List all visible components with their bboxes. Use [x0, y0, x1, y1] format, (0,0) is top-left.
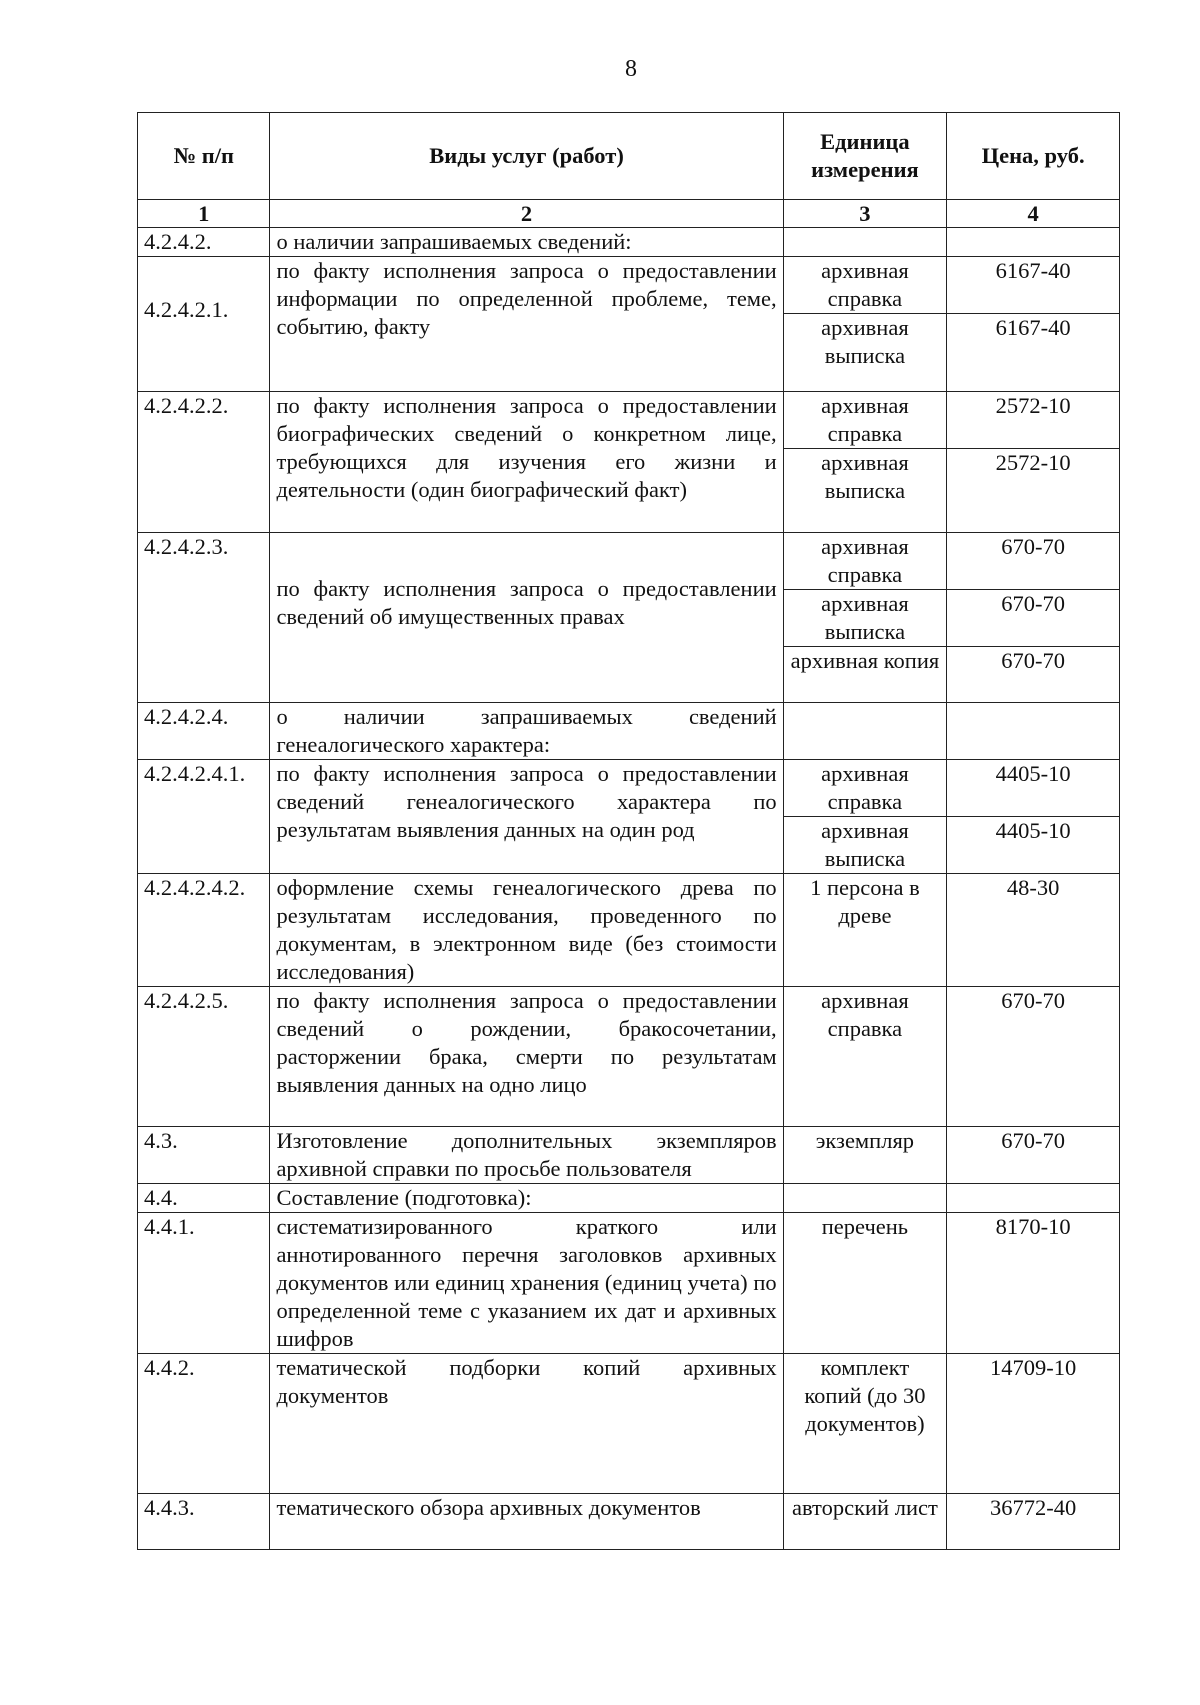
row-price: 14709-10 — [947, 1354, 1120, 1494]
table-row — [138, 257, 1120, 314]
row-description: систематизированного краткого или аннотированного перечня заголовков архивных документов или единиц хранения (единиц учета) по определенной теме с указанием их дат и архивных шифров — [270, 1213, 783, 1354]
row-number: 4.2.4.2.4. — [138, 703, 270, 760]
table-row — [138, 1184, 1120, 1213]
row-number: 4.2.4.2.4.1. — [138, 760, 270, 874]
header-price: Цена, руб. — [947, 113, 1120, 200]
row-description: о наличии запрашиваемых сведений: — [270, 228, 783, 257]
row-unit: архивная справка — [783, 760, 946, 817]
row-description: тематической подборки копий архивных документов — [270, 1354, 783, 1494]
row-number: 4.2.4.2. — [138, 228, 270, 257]
table-row — [138, 1213, 1120, 1354]
row-unit: архивная выписка — [783, 449, 946, 533]
row-description: по факту исполнения запроса о предоставлении информации по определенной проблеме, теме, событию, факту — [270, 257, 783, 392]
row-description: по факту исполнения запроса о предоставлении сведений генеалогического характера по результатам выявления данных на один род — [270, 760, 783, 874]
table-row — [138, 533, 1120, 590]
row-unit: архивная выписка — [783, 314, 946, 392]
row-number: 4.2.4.2.1. — [138, 257, 270, 392]
row-price: 8170-10 — [947, 1213, 1120, 1354]
row-unit: авторский лист — [783, 1494, 946, 1550]
table-row — [138, 1494, 1120, 1550]
column-number: 2 — [270, 200, 783, 228]
row-unit: комплект копий (до 30 документов) — [783, 1354, 946, 1494]
row-unit: перечень — [783, 1213, 946, 1354]
row-price: 48-30 — [947, 874, 1120, 987]
column-number: 4 — [947, 200, 1120, 228]
row-unit: архивная выписка — [783, 590, 946, 647]
page-number: 8 — [625, 56, 637, 82]
row-number: 4.4. — [138, 1184, 270, 1213]
row-price: 670-70 — [947, 1127, 1120, 1184]
row-description: Изготовление дополнительных экземпляров архивной справки по просьбе пользователя — [270, 1127, 783, 1184]
row-description: оформление схемы генеалогического древа по результатам исследования, проведенного по документам, в электронном виде (без стоимости исследования) — [270, 874, 783, 987]
row-number: 4.2.4.2.3. — [138, 533, 270, 703]
table-header-row — [138, 113, 1120, 200]
table-row — [138, 228, 1120, 257]
row-price: 670-70 — [947, 647, 1120, 703]
row-unit: архивная справка — [783, 257, 946, 314]
row-unit — [783, 703, 946, 760]
row-price: 2572-10 — [947, 449, 1120, 533]
header-unit: Единица измерения — [783, 113, 946, 200]
row-description: по факту исполнения запроса о предоставлении сведений о рождении, бракосочетании, расторжении брака, смерти по результатам выявления данных на одно лицо — [270, 987, 783, 1127]
row-price: 670-70 — [947, 533, 1120, 590]
table-row — [138, 392, 1120, 449]
row-number: 4.4.3. — [138, 1494, 270, 1550]
row-unit: архивная выписка — [783, 817, 946, 874]
table-row — [138, 1127, 1120, 1184]
header-service: Виды услуг (работ) — [270, 113, 783, 200]
row-unit — [783, 228, 946, 257]
row-number: 4.3. — [138, 1127, 270, 1184]
row-price — [947, 703, 1120, 760]
row-unit — [783, 1184, 946, 1213]
row-unit: экземпляр — [783, 1127, 946, 1184]
row-unit: архивная справка — [783, 392, 946, 449]
row-description: по факту исполнения запроса о предоставлении сведений об имущественных правах — [270, 533, 783, 703]
table-row — [138, 703, 1120, 760]
row-unit: архивная справка — [783, 533, 946, 590]
row-price: 4405-10 — [947, 760, 1120, 817]
column-number: 3 — [783, 200, 946, 228]
row-price: 670-70 — [947, 590, 1120, 647]
row-price: 4405-10 — [947, 817, 1120, 874]
price-table — [137, 112, 1120, 1550]
row-description: Составление (подготовка): — [270, 1184, 783, 1213]
row-description: тематического обзора архивных документов — [270, 1494, 783, 1550]
row-number: 4.4.2. — [138, 1354, 270, 1494]
table-row — [138, 987, 1120, 1127]
row-unit: 1 персона в древе — [783, 874, 946, 987]
table-row — [138, 760, 1120, 817]
row-price: 6167-40 — [947, 314, 1120, 392]
row-price — [947, 228, 1120, 257]
row-number: 4.4.1. — [138, 1213, 270, 1354]
row-unit: архивная копия — [783, 647, 946, 703]
column-number: 1 — [138, 200, 270, 228]
row-price: 36772-40 — [947, 1494, 1120, 1550]
table-row — [138, 874, 1120, 987]
row-price: 6167-40 — [947, 257, 1120, 314]
row-unit: архивная справка — [783, 987, 946, 1127]
row-description: по факту исполнения запроса о предоставлении биографических сведений о конкретном лице, требующихся для изучения его жизни и деятельности (один биографический факт) — [270, 392, 783, 533]
row-number: 4.2.4.2.5. — [138, 987, 270, 1127]
row-number: 4.2.4.2.4.2. — [138, 874, 270, 987]
row-price — [947, 1184, 1120, 1213]
column-numbers-row — [138, 200, 1120, 228]
row-price: 670-70 — [947, 987, 1120, 1127]
row-description: о наличии запрашиваемых сведений генеалогического характера: — [270, 703, 783, 760]
row-price: 2572-10 — [947, 392, 1120, 449]
table-row — [138, 1354, 1120, 1494]
row-number: 4.2.4.2.2. — [138, 392, 270, 533]
header-number: № п/п — [138, 113, 270, 200]
